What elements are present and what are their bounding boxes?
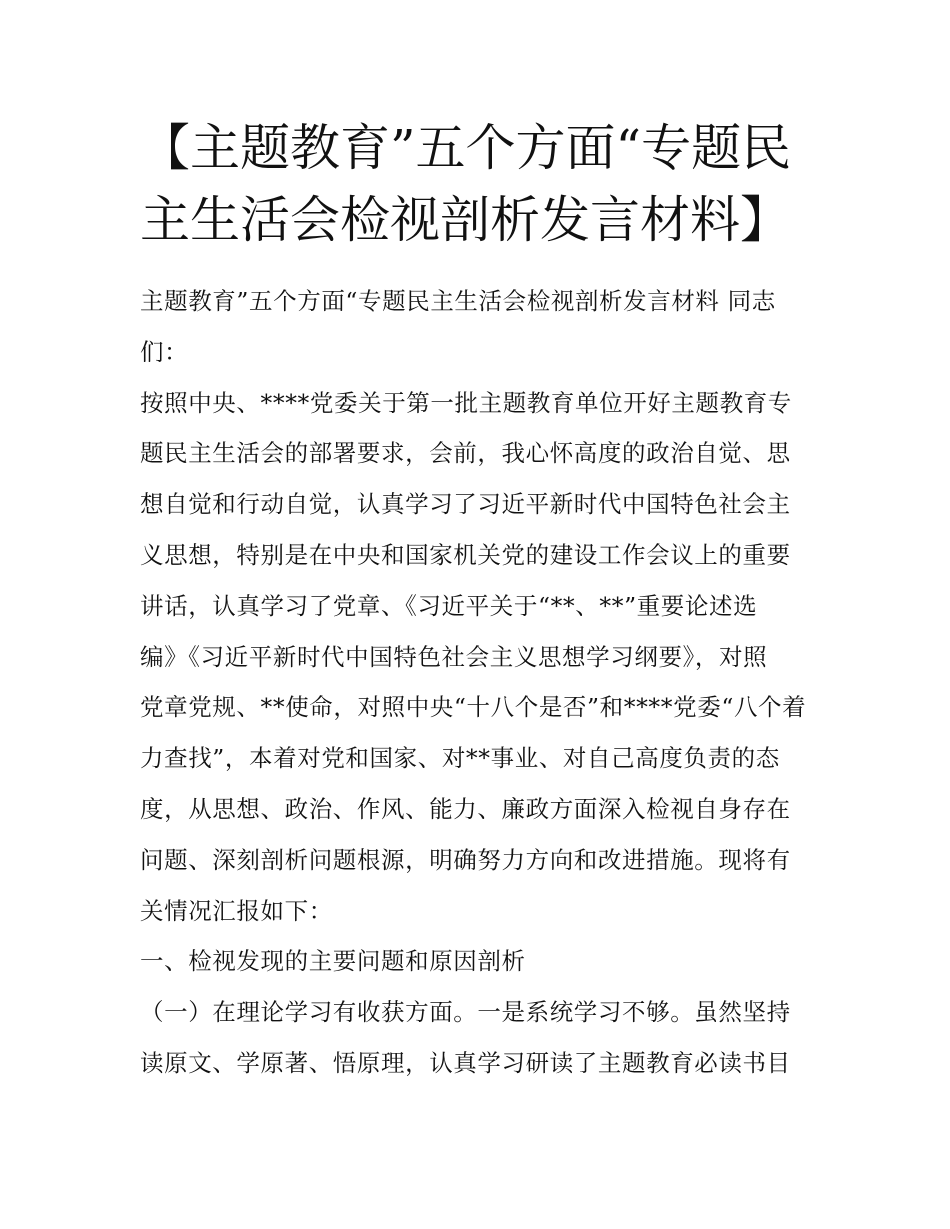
body-line: 义思想，特别是在中央和国家机关党的建设工作会议上的重要 bbox=[140, 540, 791, 569]
body-line: 主题教育”五个方面“专题民主生活会检视剖析发言材料 同志 bbox=[140, 287, 776, 315]
body-line: 编》《习近平新时代中国特色社会主义思想学习纲要》，对照 bbox=[140, 642, 768, 671]
section-heading: 一、检视发现的主要问题和原因剖析 bbox=[140, 947, 526, 976]
body-line: 关情况汇报如下： bbox=[140, 896, 333, 925]
body-line: 们： bbox=[140, 337, 189, 366]
body-line: 问题、深刻剖析问题根源，明确努力方向和改进措施。现将有 bbox=[140, 845, 791, 874]
document-body bbox=[140, 276, 820, 1089]
body-line: 题民主生活会的部署要求，会前，我心怀高度的政治自觉、思 bbox=[140, 439, 791, 468]
body-line: 读原文、学原著、悟原理，认真学习研读了主题教育必读书目 bbox=[140, 1048, 791, 1077]
body-line: 党章党规、**使命，对照中央“十八个是否”和****党委“八个着 bbox=[140, 693, 807, 722]
body-line: 度，从思想、政治、作风、能力、廉政方面深入检视自身存在 bbox=[140, 794, 791, 823]
body-line: 按照中央、****党委关于第一批主题教育单位开好主题教育专 bbox=[140, 388, 792, 417]
document-title bbox=[140, 112, 820, 256]
title-line: 【主题教育”五个方面“专题民 bbox=[140, 119, 792, 177]
body-line: 力查找”，本着对党和国家、对**事业、对自己高度负责的态 bbox=[140, 744, 780, 773]
body-line: 讲话，认真学习了党章、《习近平关于“**、**”重要论述选 bbox=[140, 591, 758, 620]
body-line: （一）在理论学习有收获方面。一是系统学习不够。虽然坚持 bbox=[140, 998, 791, 1027]
title-line: 主生活会检视剖析发言材料】 bbox=[140, 191, 790, 249]
body-line: 想自觉和行动自觉，认真学习了习近平新时代中国特色社会主 bbox=[140, 490, 791, 519]
